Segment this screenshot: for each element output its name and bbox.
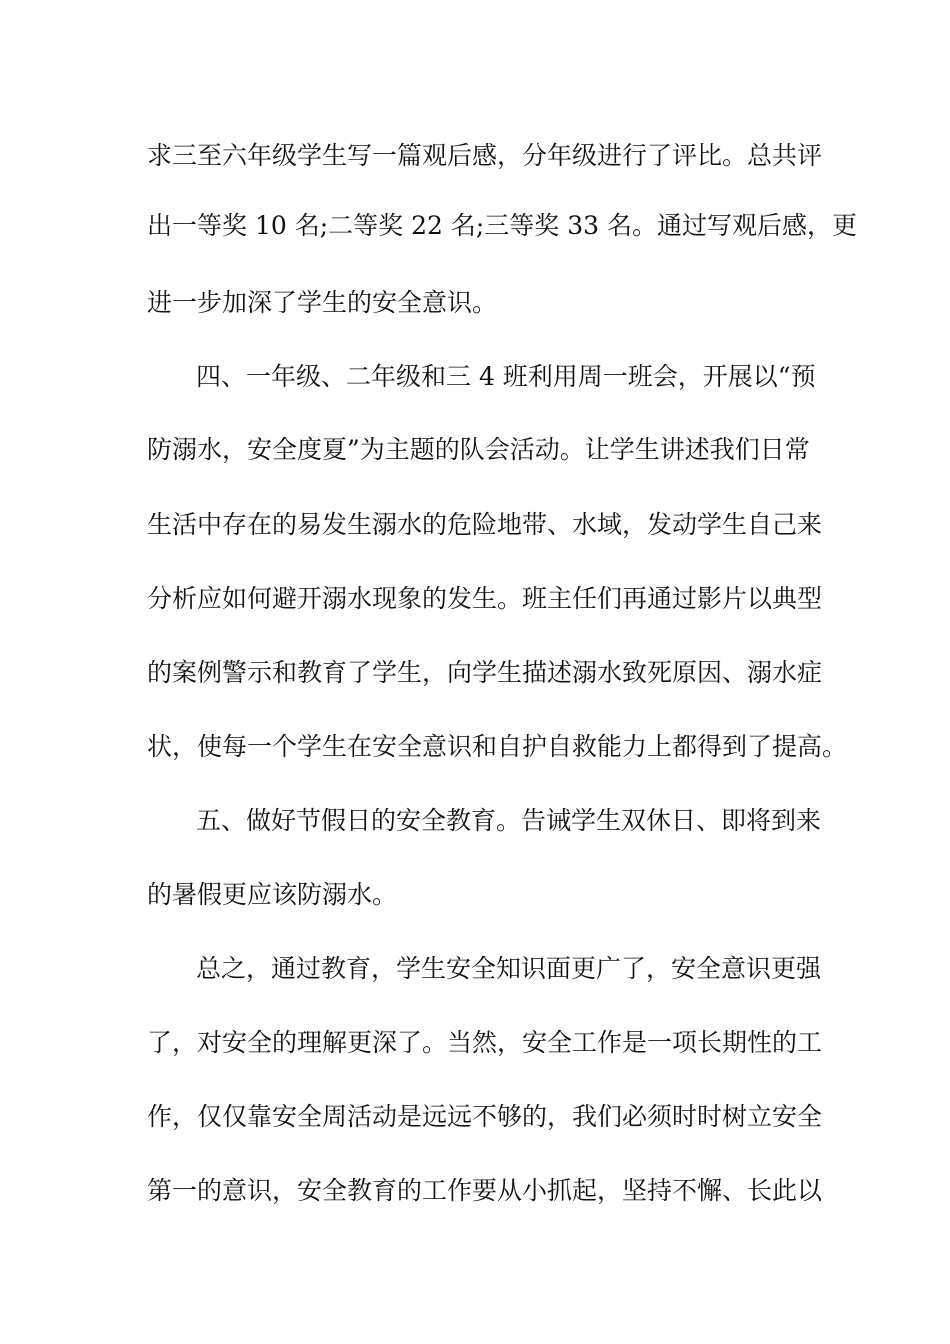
text-line: 了，对安全的理解更深了。当然，安全工作是一项长期性的工 [147, 1028, 823, 1057]
text-line: 第一的意识，安全教育的工作要从小抓起，坚持不懈、长此以 [147, 1176, 823, 1205]
paragraph-first-line: 四、一年级、二年级和三 4 班利用周一班会，开展以“预 [196, 362, 816, 391]
paragraph-first-line: 总之，通过教育，学生安全知识面更广了，安全意识更强 [196, 954, 822, 983]
text-line: 的案例警示和教育了学生，向学生描述溺水致死原因、溺水症 [147, 658, 823, 687]
paragraph-first-line: 五、做好节假日的安全教育。告诫学生双休日、即将到来 [196, 806, 822, 835]
text-line: 作，仅仅靠安全周活动是远远不够的，我们必须时时树立安全 [147, 1102, 823, 1131]
text-line: 进一步加深了学生的安全意识。 [147, 288, 498, 317]
text-line: 分析应如何避开溺水现象的发生。班主任们再通过影片以典型 [147, 584, 823, 613]
text-line: 状，使每一个学生在安全意识和自护自救能力上都得到了提高。 [147, 732, 848, 761]
text-line: 求三至六年级学生写一篇观后感，分年级进行了评比。总共评 [147, 141, 823, 170]
text-line: 出一等奖 10 名;二等奖 22 名;三等奖 33 名。通过写观后感，更 [147, 211, 857, 240]
text-line: 防溺水，安全度夏”为主题的队会活动。让学生讲述我们日常 [147, 435, 810, 464]
text-line: 的暑假更应该防溺水。 [147, 880, 398, 909]
text-line: 生活中存在的易发生溺水的危险地带、水域，发动学生自己来 [147, 510, 823, 539]
